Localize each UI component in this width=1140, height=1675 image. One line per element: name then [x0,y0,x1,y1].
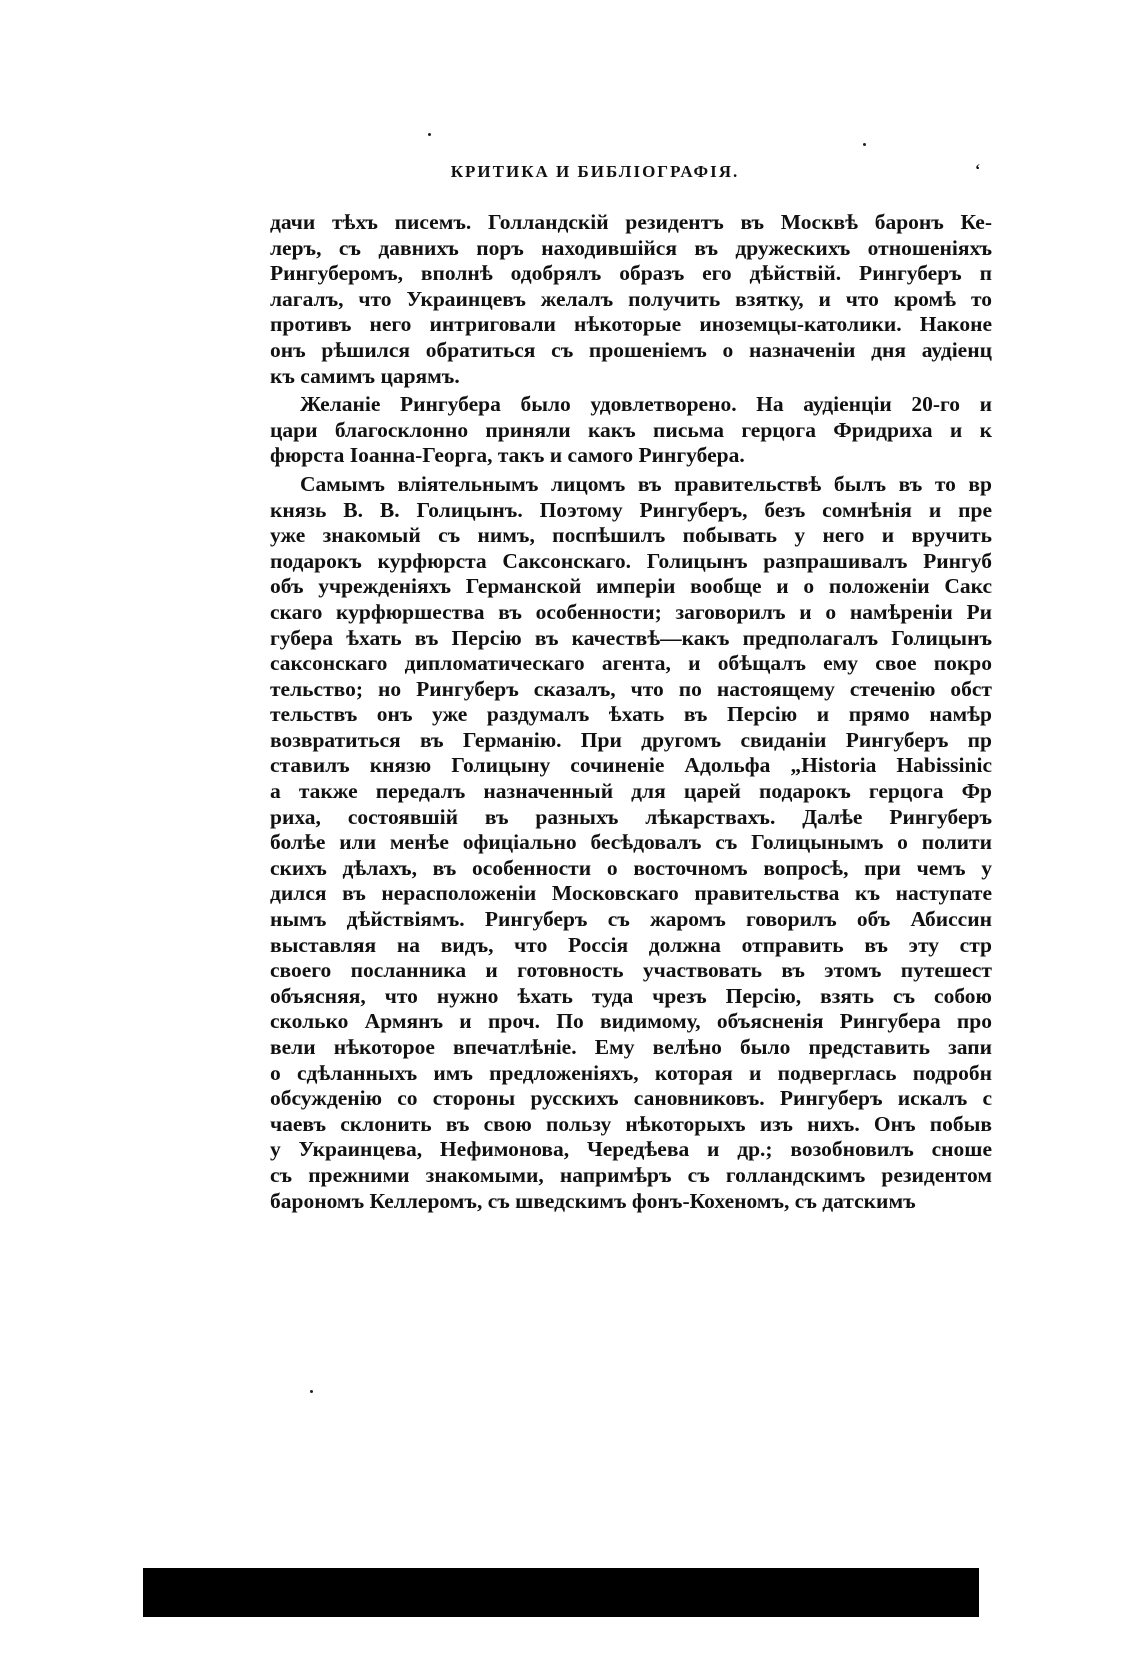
text-line: противъ него интриговали нѣкоторые иноземцы-католики. Наконе [270,312,992,337]
text-line: у Украинцева, Нефимонова, Чередѣева и др.; возобновилъ сноше [270,1137,992,1162]
text-line: Рингуберомъ, вполнѣ одобрялъ образъ его дѣйствій. Рингуберъ п [270,261,992,286]
text-line: уже знакомый съ нимъ, поспѣшилъ побывать у него и вручить [270,523,992,548]
text-line: скихъ дѣлахъ, въ особенности о восточномъ вопросѣ, при чемъ у [270,855,992,880]
text-line: Желаніе Рингубера было удовлетворено. На аудіенціи 20-го и [300,392,992,417]
text-line: объ учрежденіяхъ Германской имперіи вообще и о положеніи Сакс [270,574,992,599]
paragraph [270,392,992,469]
paragraph [270,210,992,389]
text-line: ставилъ князю Голицыну сочиненіе Адольфа „Historia Habissinic [270,753,992,778]
text-line: дачи тѣхъ писемъ. Голландскій резидентъ въ Москвѣ баронъ Ке- [270,210,992,234]
running-head: КРИТИКА И БИБЛІОГРАФІЯ. [450,162,740,181]
text-line: онъ рѣшился обратиться съ прошеніемъ о назначеніи дня аудіенц [270,337,992,362]
text-line: дился въ нерасположеніи Московскаго правительства къ наступате [270,881,992,906]
running-head-mark: ‘ [975,162,981,179]
text-line: подарокъ курфюрста Саксонскаго. Голицынъ разпрашивалъ Рингуб [270,548,992,573]
text-line: своего посланника и готовность участвовать въ этомъ путешест [270,958,992,983]
text-line: болѣе или менѣе офиціально бесѣдовалъ съ Голицынымъ о полити [270,830,992,855]
text-line: чаевъ склонить въ свою пользу нѣкоторыхъ изъ нихъ. Онъ побыв [270,1111,992,1136]
text-line: саксонскаго дипломатическаго агента, и обѣщалъ ему свое покро [270,651,992,676]
text-line: фюрста Іоанна-Георга, такъ и самого Рингубера. [270,443,745,468]
text-line: князь В. В. Голицынъ. Поэтому Рингуберъ, безъ сомнѣнія и пре [270,497,992,522]
text-line: объясняя, что нужно ѣхать туда чрезъ Персію, взять съ собою [270,983,992,1008]
text-line: обсужденію со стороны русскихъ сановниковъ. Рингуберъ искалъ с [270,1086,992,1111]
text-line: риха, состоявшій въ разныхъ лѣкарствахъ. Далѣе Рингуберъ [270,804,992,829]
text-line: нымъ дѣйствіямъ. Рингуберъ съ жаромъ говорилъ объ Абиссин [270,907,992,932]
print-speck [863,143,866,146]
text-line: Самымъ вліятельнымъ лицомъ въ правительствѣ былъ въ то вр [300,471,992,496]
text-line: сколько Армянъ и проч. По видимому, объясненія Рингубера про [270,1009,992,1034]
text-line: съ прежними знакомыми, напримѣръ съ голландскимъ резидентом [270,1162,992,1187]
text-line: выставляя на видъ, что Россія должна отправить въ эту стр [270,932,992,957]
text-line: леръ, съ давнихъ поръ находившійся въ дружескихъ отношеніяхъ [270,235,992,260]
text-line: возвратиться въ Германію. При другомъ свиданіи Рингуберъ пр [270,727,992,752]
print-speck [310,1390,313,1393]
paragraph [270,472,992,1214]
text-line: скаго курфюршества въ особенности; заговорилъ и о намѣреніи Ри [270,599,992,624]
text-line: губера ѣхать въ Персію въ качествѣ—какъ предполагалъ Голицынъ [270,625,992,650]
text-line: цари благосклонно приняли какъ письма герцога Фридриха и к [270,417,992,442]
print-speck [428,133,431,136]
paragraph-list [270,210,992,1214]
scan-bottom-bar [143,1568,979,1617]
text-line: къ самимъ царямъ. [270,363,460,388]
text-line: вели нѣкоторое впечатлѣніе. Ему велѣно было представить запи [270,1035,992,1059]
text-line: о сдѣланныхъ имъ предложеніяхъ, которая и подверглась подробн [270,1060,992,1085]
text-line: тельство; но Рингуберъ сказалъ, что по настоящему стеченію обст [270,676,992,701]
text-line: лагалъ, что Украинцевъ желалъ получить взятку, и что кромѣ то [270,286,992,311]
text-line: тельствъ онъ уже раздумалъ ѣхать въ Персію и прямо намѣр [270,702,992,727]
text-line: а также передалъ назначенный для царей подарокъ герцога Фр [270,779,992,804]
text-line: барономъ Келлеромъ, съ шведскимъ фонъ-Кохеномъ, съ датскимъ [270,1188,916,1213]
body-text [270,210,992,1214]
